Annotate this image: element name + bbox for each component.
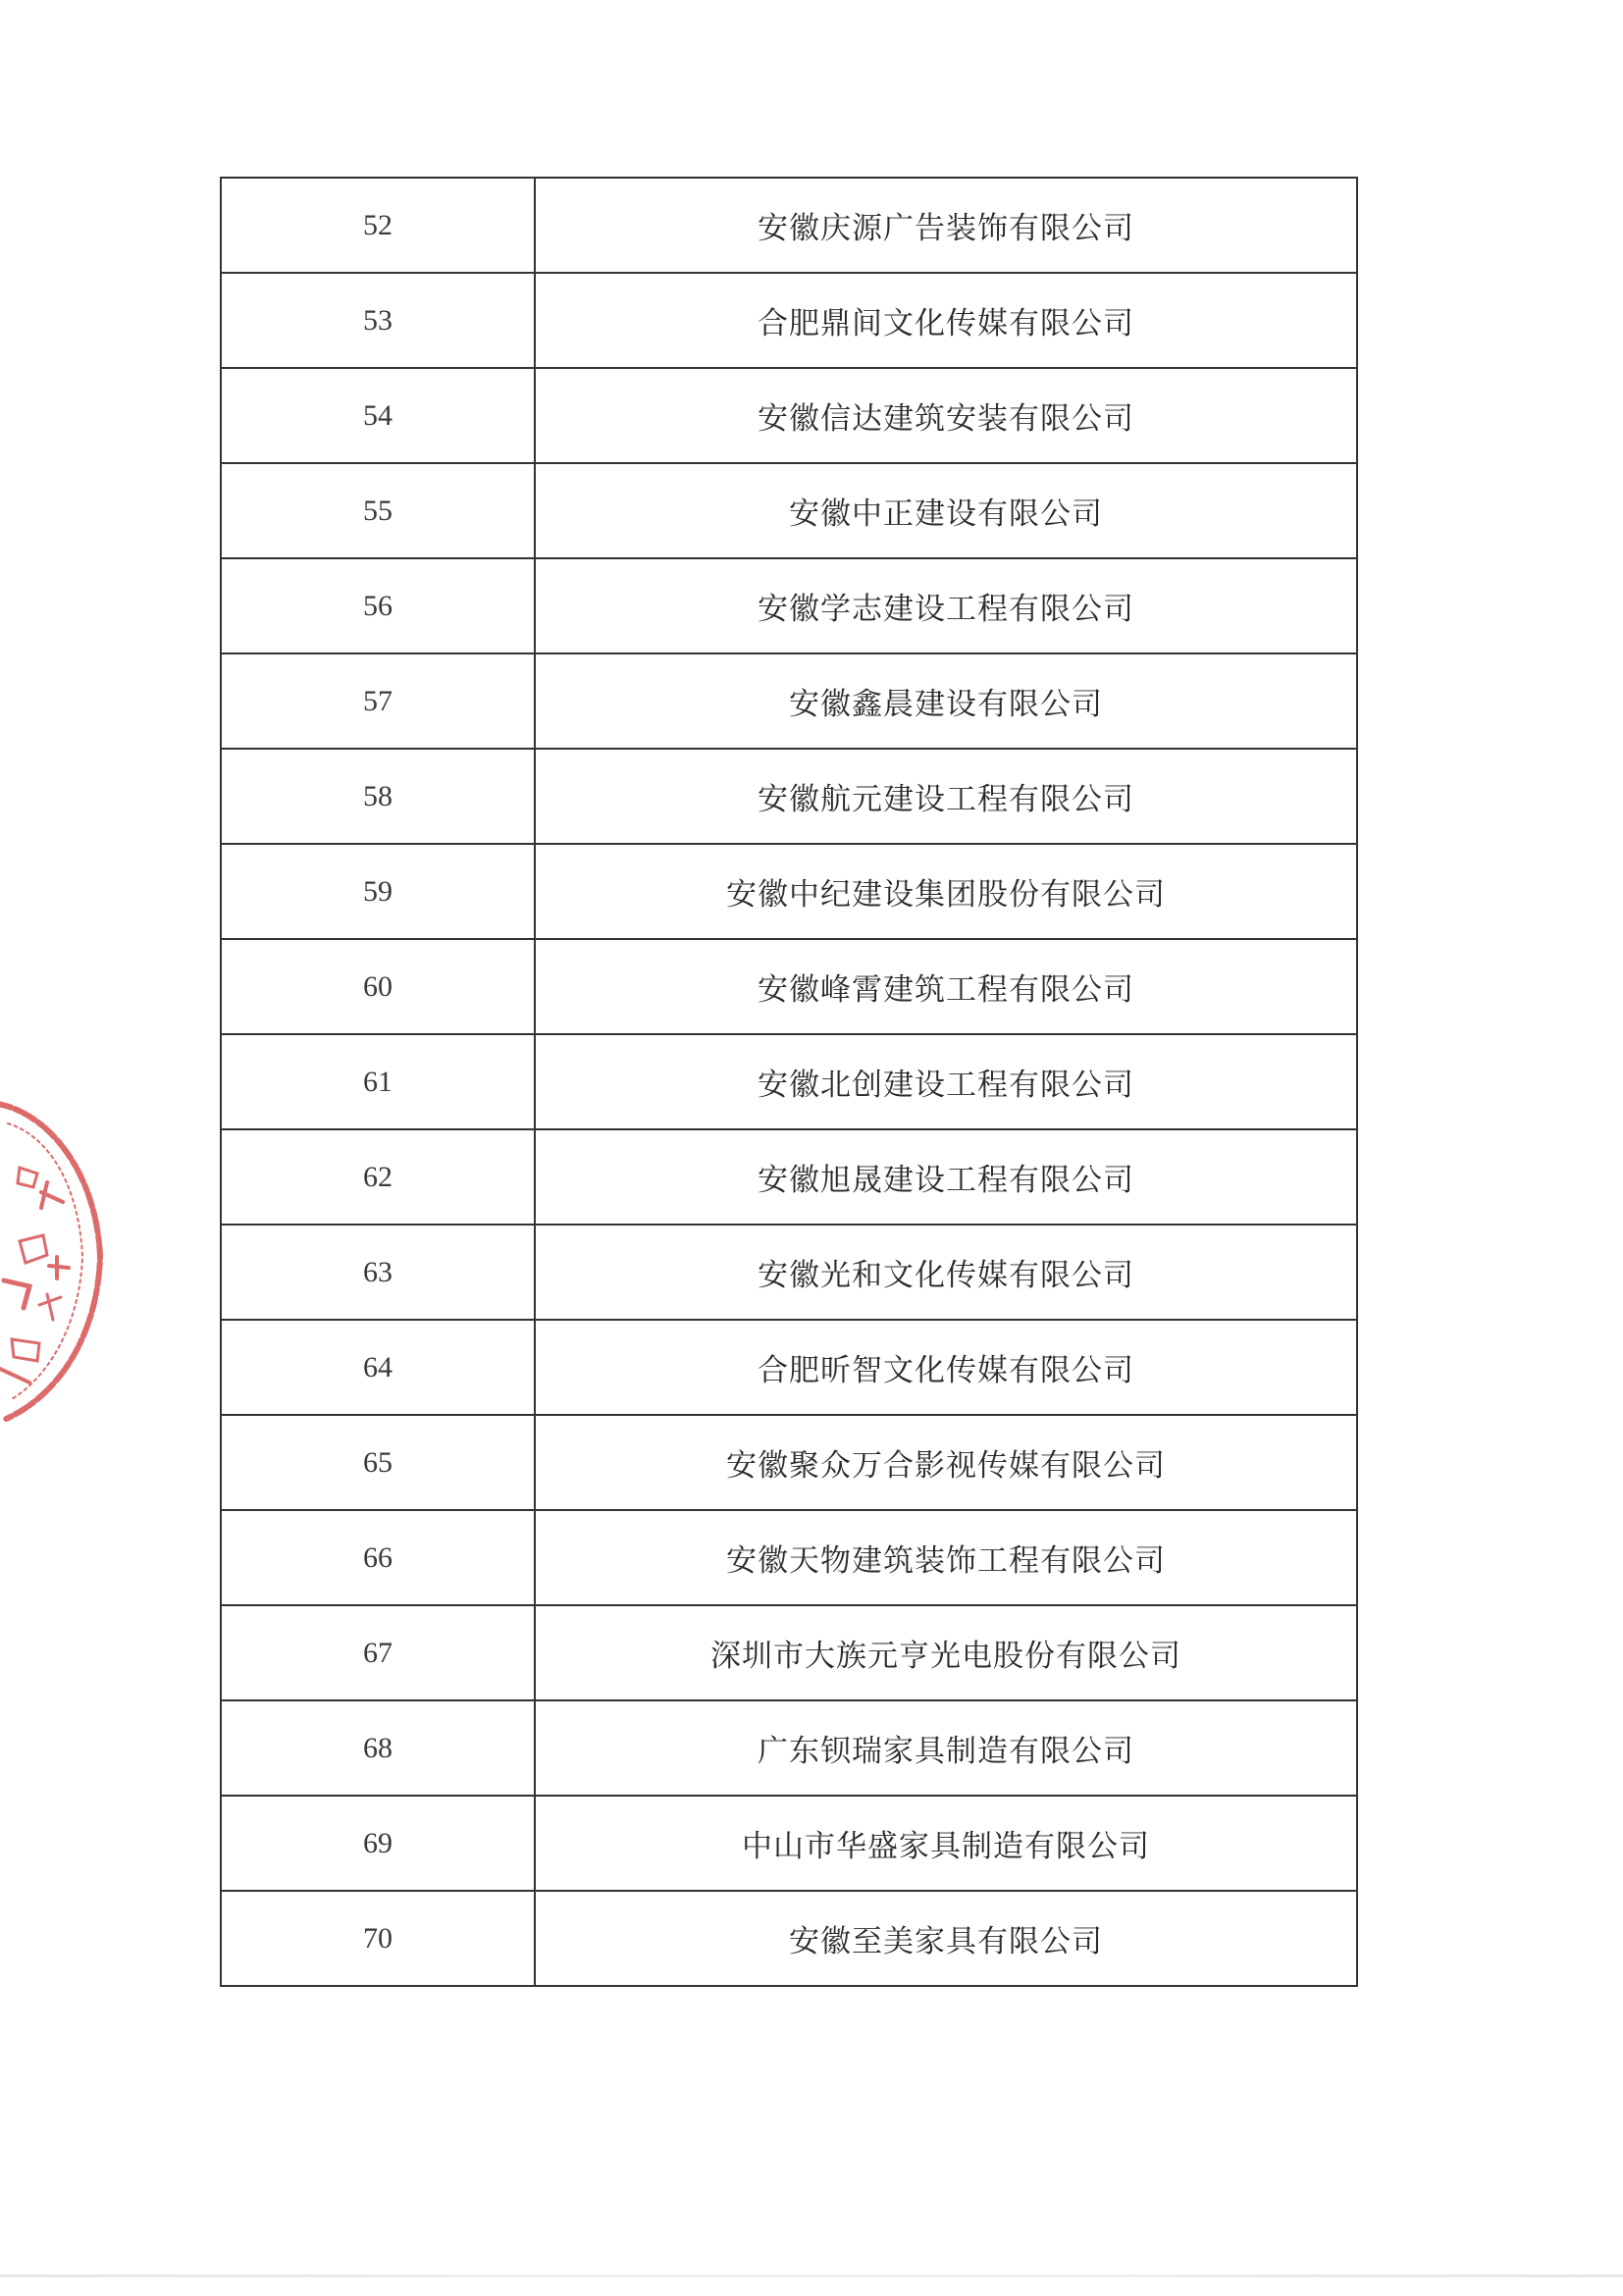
company-name: 安徽学志建设工程有限公司 (535, 558, 1357, 653)
table-row (221, 1129, 1357, 1225)
table-row (221, 844, 1357, 939)
company-name: 合肥鼎间文化传媒有限公司 (535, 273, 1357, 368)
row-number: 54 (221, 368, 535, 463)
row-number: 66 (221, 1510, 535, 1605)
company-name: 安徽航元建设工程有限公司 (535, 749, 1357, 844)
row-number: 52 (221, 178, 535, 273)
table-row (221, 1225, 1357, 1320)
row-number: 57 (221, 653, 535, 749)
table-row (221, 558, 1357, 653)
table-row (221, 1415, 1357, 1510)
scan-edge-line (0, 2274, 1623, 2277)
company-name: 中山市华盛家具制造有限公司 (535, 1796, 1357, 1891)
company-name: 安徽鑫晨建设有限公司 (535, 653, 1357, 749)
row-number: 58 (221, 749, 535, 844)
row-number: 60 (221, 939, 535, 1034)
company-name: 安徽至美家具有限公司 (535, 1891, 1357, 1986)
table-row (221, 1320, 1357, 1415)
company-name: 安徽庆源广告装饰有限公司 (535, 178, 1357, 273)
row-number: 70 (221, 1891, 535, 1986)
table-row (221, 1605, 1357, 1700)
table-row (221, 463, 1357, 558)
table-row (221, 939, 1357, 1034)
row-number: 55 (221, 463, 535, 558)
official-seal-stamp (0, 1084, 118, 1437)
row-number: 56 (221, 558, 535, 653)
row-number: 65 (221, 1415, 535, 1510)
table-row (221, 178, 1357, 273)
row-number: 63 (221, 1225, 535, 1320)
table-row (221, 273, 1357, 368)
table-row (221, 1700, 1357, 1796)
company-name: 安徽北创建设工程有限公司 (535, 1034, 1357, 1129)
table-row (221, 749, 1357, 844)
company-name: 深圳市大族元亨光电股份有限公司 (535, 1605, 1357, 1700)
table-row (221, 1034, 1357, 1129)
company-name: 安徽中正建设有限公司 (535, 463, 1357, 558)
company-name: 安徽旭晟建设工程有限公司 (535, 1129, 1357, 1225)
table-row (221, 1510, 1357, 1605)
table-row (221, 368, 1357, 463)
company-name: 安徽峰霄建筑工程有限公司 (535, 939, 1357, 1034)
row-number: 64 (221, 1320, 535, 1415)
company-name: 广东钡瑞家具制造有限公司 (535, 1700, 1357, 1796)
table-row (221, 1796, 1357, 1891)
company-name: 安徽聚众万合影视传媒有限公司 (535, 1415, 1357, 1510)
row-number: 62 (221, 1129, 535, 1225)
company-name: 合肥昕智文化传媒有限公司 (535, 1320, 1357, 1415)
row-number: 69 (221, 1796, 535, 1891)
row-number: 59 (221, 844, 535, 939)
company-name: 安徽光和文化传媒有限公司 (535, 1225, 1357, 1320)
table-row (221, 1891, 1357, 1986)
row-number: 68 (221, 1700, 535, 1796)
company-name: 安徽天物建筑装饰工程有限公司 (535, 1510, 1357, 1605)
table-row (221, 653, 1357, 749)
row-number: 67 (221, 1605, 535, 1700)
company-list-table (220, 177, 1358, 1987)
row-number: 61 (221, 1034, 535, 1129)
company-name: 安徽信达建筑安装有限公司 (535, 368, 1357, 463)
company-name: 安徽中纪建设集团股份有限公司 (535, 844, 1357, 939)
row-number: 53 (221, 273, 535, 368)
